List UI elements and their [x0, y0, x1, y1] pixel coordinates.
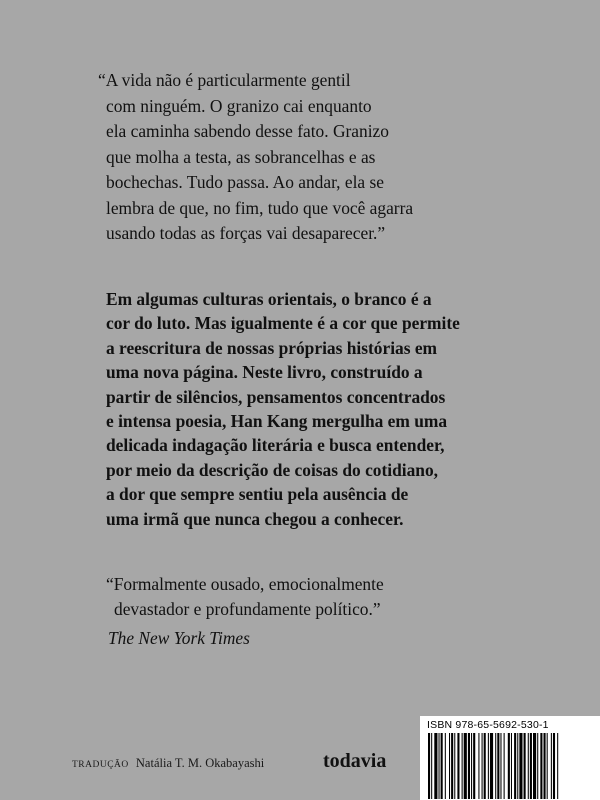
opening-quote: [98, 68, 466, 247]
publisher-logo: todavia: [323, 750, 387, 772]
isbn-text: ISBN 978-65-5692-530-1: [427, 719, 549, 731]
synopsis: [106, 287, 526, 531]
synopsis-line: e intensa poesia, Han Kang mergulha em uma: [106, 411, 448, 432]
synopsis-line: a reescritura de nossas próprias histórias em: [106, 337, 438, 358]
quote-line: “A vida não é particularmente gentil: [98, 70, 351, 90]
quote-line: que molha a testa, as sobrancelhas e as: [106, 146, 376, 167]
credit-role: TRADUÇÃO: [72, 760, 129, 770]
blurb-line: “Formalmente ousado, emocionalmente: [106, 574, 384, 594]
quote-line: bochechas. Tudo passa. Ao andar, ela se: [106, 172, 384, 192]
press-blurb: [106, 572, 506, 651]
quote-line: usando todas as forças vai desaparecer.”: [106, 223, 386, 243]
quote-line: lembra de que, no fim, tudo que você agarra: [106, 197, 414, 218]
blurb-line: devastador e profundamente político.”: [114, 599, 381, 619]
synopsis-line: uma irmã que nunca chegou a conhecer.: [106, 508, 404, 529]
synopsis-line: Em algumas culturas orientais, o branco é a: [106, 289, 432, 309]
quote-line: com ninguém. O granizo cai enquanto: [106, 95, 372, 116]
synopsis-line: delicada indagação literária e busca entender,: [106, 435, 445, 456]
blurb-source: The New York Times: [108, 628, 250, 648]
synopsis-line: cor do luto. Mas igualmente é a cor que permite: [106, 313, 460, 334]
barcode-icon: [426, 733, 596, 799]
synopsis-line: partir de silêncios, pensamentos concentrados: [106, 386, 446, 407]
synopsis-line: por meio da descrição de coisas do cotidiano,: [106, 459, 439, 480]
quote-line: ela caminha sabendo desse fato. Granizo: [106, 121, 389, 141]
synopsis-line: uma nova página. Neste livro, construído a: [106, 362, 423, 383]
translator-name: Natália T. M. Okabayashi: [135, 756, 265, 770]
barcode-label: [420, 716, 600, 800]
synopsis-line: a dor que sempre sentiu pela ausência de: [106, 484, 409, 505]
translation-credit: [72, 756, 264, 771]
